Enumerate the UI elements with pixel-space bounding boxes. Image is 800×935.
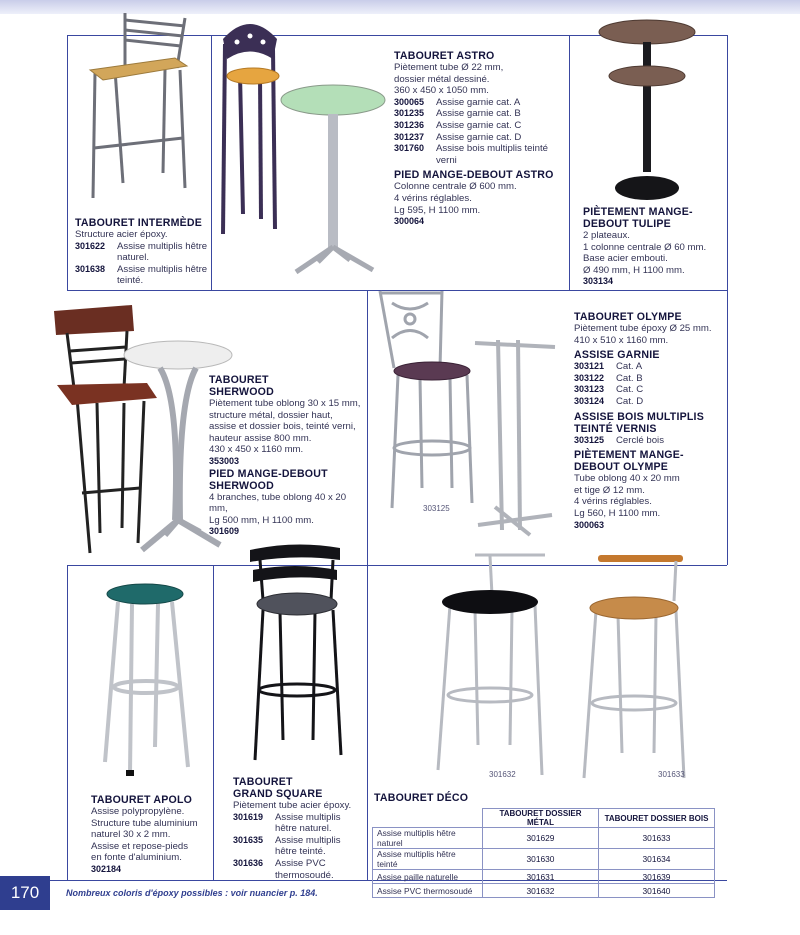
deco-title: TABOURET DÉCO (374, 792, 469, 804)
table-row (373, 828, 715, 849)
sherwood-desc: hauteur assise 800 mm. (209, 432, 312, 444)
ref-code: 303125 (574, 434, 605, 445)
table-row-label: Assise multiplis hêtre naturel (373, 828, 483, 849)
sherwood-desc: 430 x 450 x 1160 mm. (209, 444, 304, 456)
intermede-desc: Structure acier époxy. (75, 229, 168, 240)
olympe-ref (574, 373, 724, 385)
frame-line (727, 35, 728, 565)
intermede-stool-image (85, 8, 195, 208)
table-col-header: TABOURET DOSSIER BOIS (599, 809, 715, 828)
olympe-ref (574, 396, 724, 408)
sherwood-desc: structure métal, dossier haut, (209, 409, 333, 421)
deco-wood-stool-image (578, 553, 688, 783)
ref-desc: Assise bois multiplis teinté verni (436, 143, 548, 166)
deco-table (372, 808, 715, 898)
table-corner (373, 809, 483, 828)
astro-title: TABOURET ASTRO (394, 50, 495, 62)
olympe-desc: Piètement tube époxy Ø 25 mm. (574, 323, 712, 334)
olympe-garnie-title: ASSISE GARNIE (574, 349, 660, 362)
ref-desc: Cat. B (616, 372, 643, 384)
sherwood-desc: Piètement tube oblong 30 x 15 mm, (209, 398, 361, 409)
table-cell: 301633 (599, 828, 715, 849)
sherwood-table-desc: 4 branches, tube oblong 40 x 20 mm, (209, 491, 347, 515)
frame-line (569, 35, 570, 290)
tulipe-code: 303134 (583, 276, 614, 287)
astro-ref (394, 132, 569, 144)
astro-table-code: 300064 (394, 216, 425, 227)
table-cell: 301629 (483, 828, 599, 849)
table-cell: 301640 (599, 884, 715, 898)
grand-square-ref (233, 812, 365, 835)
ref-code: 303122 (574, 372, 605, 383)
astro-ref (394, 120, 569, 132)
ref-desc: Assise garnie cat. D (436, 131, 522, 143)
sherwood-table-title: PIED MANGE-DEBOUT SHERWOOD (209, 467, 328, 492)
intermede-title: TABOURET INTERMÈDE (75, 217, 202, 229)
deco-block (374, 792, 468, 804)
olympe-table-image (470, 335, 560, 540)
grand-square-ref (233, 858, 365, 881)
table-cell: 301630 (483, 849, 599, 870)
sherwood-code: 353003 (209, 455, 240, 466)
table-col-header: TABOURET DOSSIER MÉTAL (483, 809, 599, 828)
olympe-ref (574, 361, 724, 373)
olympe-table-desc: Lg 560, H 1100 mm. (574, 507, 661, 519)
astro-table-title: PIED MANGE-DEBOUT ASTRO (394, 169, 554, 182)
olympe-table-desc: et tige Ø 12 mm. (574, 484, 645, 496)
ref-code: 301619 (233, 811, 264, 822)
ref-code: 301622 (75, 240, 106, 251)
intermede-block (75, 217, 209, 287)
apolo-desc: Structure tube aluminium (91, 817, 198, 829)
grand-square-ref (233, 835, 365, 858)
ref-code: 301237 (394, 131, 425, 142)
ref-desc: Assise multiplis hêtre naturel. (275, 811, 341, 835)
page-number: 170 (0, 876, 50, 910)
frame-line (211, 35, 212, 290)
ref-desc: Assise garnie cat. C (436, 119, 522, 131)
olympe-stool-image (372, 283, 482, 513)
grand-square-stool-image (245, 540, 350, 765)
grand-square-title: TABOURET GRAND SQUARE (233, 776, 323, 800)
olympe-desc: 410 x 510 x 1160 mm. (574, 334, 669, 346)
intermede-ref (75, 241, 209, 264)
ref-desc: Assise multiplis hêtre teinté. (275, 834, 341, 858)
astro-desc: 360 x 450 x 1050 mm. (394, 85, 489, 97)
ref-code: 300065 (394, 96, 425, 107)
ref-desc: Assise garnie cat. B (436, 108, 521, 120)
deco-photo-label-right: 301633 (658, 770, 685, 779)
olympe-title: TABOURET OLYMPE (574, 311, 682, 323)
grand-square-desc: Piètement tube acier époxy. (233, 800, 352, 811)
table-row (373, 849, 715, 870)
tulipe-desc: 2 plateaux. (583, 230, 630, 241)
olympe-ref (574, 384, 724, 396)
ref-code: 301760 (394, 143, 425, 154)
intermede-ref (75, 264, 209, 287)
apolo-code: 302184 (91, 863, 122, 874)
deco-photo-label-left: 301632 (489, 770, 516, 779)
frame-line (213, 565, 214, 880)
table-cell: 301639 (599, 870, 715, 884)
table-row-label: Assise paille naturelle (373, 870, 483, 884)
table-row (373, 884, 715, 898)
sherwood-table-code: 301609 (209, 526, 240, 537)
ref-desc: Assise garnie cat. A (436, 96, 521, 108)
frame-line (367, 565, 368, 880)
sherwood-title: TABOURET SHERWOOD (209, 374, 274, 398)
ref-code: 301235 (394, 108, 425, 119)
ref-desc: Cat. C (616, 384, 644, 396)
olympe-table-desc: Tube oblong 40 x 20 mm (574, 473, 680, 485)
table-row-label: Assise multiplis hêtre teinté (373, 849, 483, 870)
apolo-desc: en fonte d'aluminium. (91, 852, 182, 864)
ref-code: 303123 (574, 384, 605, 395)
apolo-title: TABOURET APOLO (91, 794, 193, 806)
astro-desc: Piètement tube Ø 22 mm, (394, 62, 504, 73)
ref-desc: Cerclé bois (616, 434, 664, 446)
ref-desc: Assise PVC thermosoudé. (275, 857, 334, 881)
ref-code: 303121 (574, 361, 605, 372)
ref-code: 301635 (233, 834, 264, 845)
ref-code: 303124 (574, 395, 605, 406)
frame-line (67, 35, 68, 290)
ref-code: 301236 (394, 119, 425, 130)
table-row (373, 870, 715, 884)
sherwood-desc: assise et dossier bois, teinté verni, (209, 421, 356, 433)
table-row-label: Assise PVC thermosoudé (373, 884, 483, 898)
olympe-block (574, 311, 724, 531)
grand-square-block (233, 776, 365, 881)
olympe-table-code: 300063 (574, 519, 605, 530)
apolo-desc: Assise polypropylène. (91, 806, 185, 817)
astro-table-desc: Lg 595, H 1100 mm. (394, 204, 481, 216)
table-cell: 301631 (483, 870, 599, 884)
ref-code: 301636 (233, 857, 264, 868)
deco-metal-stool-image (430, 550, 550, 780)
table-cell: 301634 (599, 849, 715, 870)
olympe-table-title: PIÈTEMENT MANGE-DEBOUT OLYMPE (574, 449, 684, 474)
tulipe-block (583, 206, 725, 288)
tulipe-table-image (597, 18, 701, 203)
ref-desc: Assise multiplis hêtre naturel. (117, 240, 208, 264)
sherwood-table-desc: Lg 500 mm, H 1100 mm. (209, 514, 314, 526)
astro-block (394, 50, 569, 228)
astro-table-desc: Colonne centrale Ø 600 mm. (394, 181, 517, 193)
footnote: Nombreux coloris d'époxy possibles : voir nuancier p. 184. (66, 888, 318, 898)
ref-desc: Assise multiplis hêtre teinté. (117, 263, 208, 287)
ref-desc: Cat. A (616, 361, 643, 373)
astro-table-desc: 4 vérins réglables. (394, 192, 472, 204)
astro-ref (394, 108, 569, 120)
tulipe-desc: 1 colonne centrale Ø 60 mm. (583, 241, 707, 253)
olympe-ref (574, 435, 724, 447)
astro-ref (394, 143, 569, 166)
apolo-stool-image (100, 582, 195, 782)
sherwood-block (209, 374, 367, 538)
astro-desc: dossier métal dessiné. (394, 73, 490, 85)
astro-ref (394, 97, 569, 109)
tulipe-desc: Base acier embouti. (583, 253, 668, 265)
apolo-desc: naturel 30 x 2 mm. (91, 829, 171, 841)
frame-line (367, 290, 368, 565)
ref-desc: Cat. D (616, 395, 644, 407)
tulipe-title: PIÈTEMENT MANGE-DEBOUT TULIPE (583, 206, 693, 230)
olympe-bois-title: ASSISE BOIS MULTIPLIS TEINTÉ VERNIS (574, 410, 704, 435)
ref-code: 301638 (75, 263, 106, 274)
table-cell: 301632 (483, 884, 599, 898)
apolo-desc: Assise et repose-pieds (91, 840, 189, 852)
olympe-photo-label: 303125 (423, 504, 450, 513)
frame-line (67, 565, 68, 880)
olympe-table-desc: 4 vérins réglables. (574, 496, 652, 508)
tulipe-desc: Ø 490 mm, H 1100 mm. (583, 264, 685, 276)
apolo-block (91, 794, 211, 876)
table-header-row (373, 809, 715, 828)
astro-table-image (278, 82, 388, 282)
